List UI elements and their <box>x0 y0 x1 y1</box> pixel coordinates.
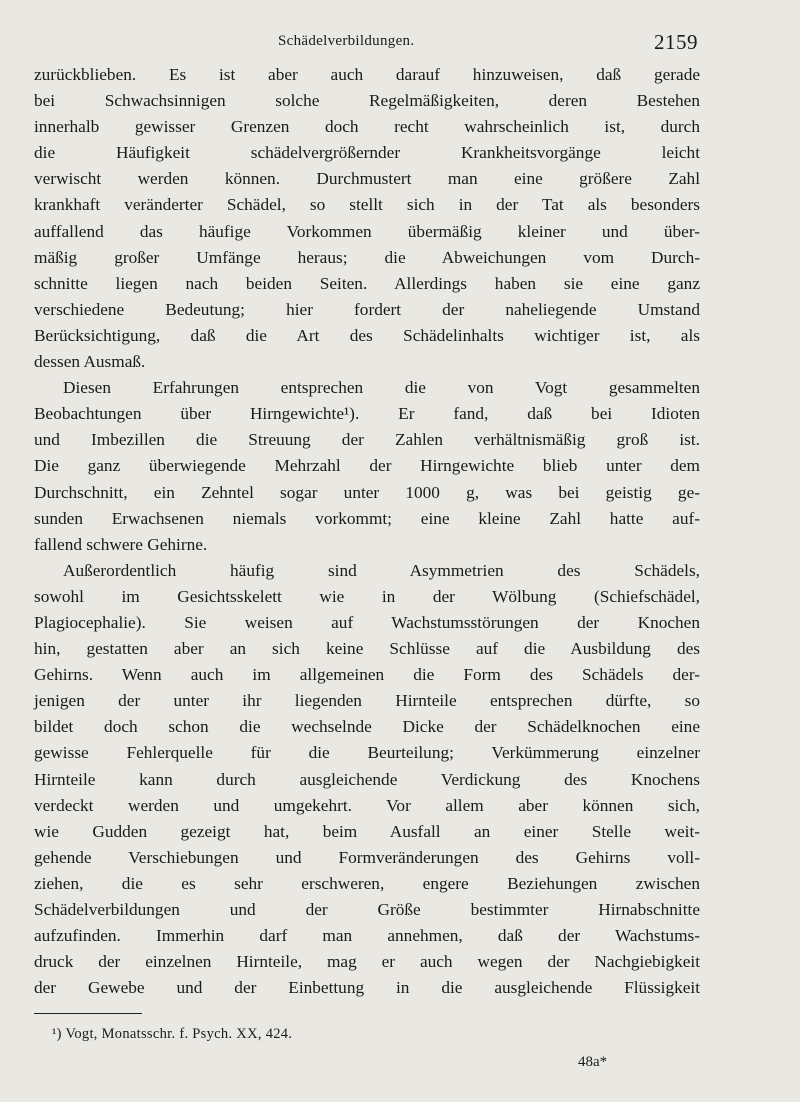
text-line: der Gewebe und der Einbettung in die ausgleichende Flüssigkeit <box>34 978 700 998</box>
paragraph <box>34 375 700 558</box>
text-line: die Häufigkeit schädelvergrößernder Krankheitsvorgänge leicht <box>34 143 700 163</box>
text-line: Hirnteile kann durch ausgleichende Verdickung des Knochens <box>34 769 700 789</box>
text-line: Beobachtungen über Hirngewichte¹). Er fand, daß bei Idioten <box>34 404 700 424</box>
text-line: Schädelverbildungen und der Größe bestimmter Hirnabschnitte <box>34 900 700 919</box>
text-line: krankhaft veränderter Schädel, so stellt sich in der Tat als besonders <box>34 195 700 215</box>
paragraph <box>34 558 700 1002</box>
text-line: verwischt werden können. Durchmustert man eine größere Zahl <box>34 169 700 189</box>
text-line: Außerordentlich häufig sind Asymmetrien des Schädels, <box>63 560 700 580</box>
text-line: Durchschnitt, ein Zehntel sogar unter 1000 g, was bei geistig ge- <box>34 482 700 502</box>
text-line: verdeckt werden und umgekehrt. Vor allem aber können sich, <box>34 795 700 815</box>
text-line: und Imbezillen die Streuung der Zahlen verhältnismäßig groß ist. <box>34 430 700 450</box>
running-head <box>0 30 800 60</box>
text-line: Gehirns. Wenn auch im allgemeinen die Form des Schädels der- <box>34 665 700 685</box>
text-line: mäßig großer Umfänge heraus; die Abweichungen vom Durch- <box>34 247 700 267</box>
text-line: auffallend das häufige Vorkommen übermäßig kleiner und über- <box>34 221 700 241</box>
text-line: ziehen, die es sehr erschweren, engere Beziehungen zwischen <box>34 873 700 893</box>
text-line: jenigen der unter ihr liegenden Hirnteile entsprechen dürfte, so <box>34 691 700 711</box>
text-line: dessen Ausmaß. <box>34 352 146 372</box>
footnote: ¹) Vogt, Monatsschr. f. Psych. XX, 424. <box>52 1026 293 1042</box>
printer-signature-mark: 48a* <box>578 1054 608 1070</box>
text-line: hin, gestatten aber an sich keine Schlüsse auf die Ausbildung des <box>34 639 700 659</box>
text-line: wie Gudden gezeigt hat, beim Ausfall an einer Stelle weit- <box>34 821 700 841</box>
text-line: bei Schwachsinnigen solche Regelmäßigkeiten, deren Bestehen <box>34 91 700 111</box>
text-line: druck der einzelnen Hirnteile, mag er auch wegen der Nachgiebigkeit <box>34 952 700 972</box>
body-text <box>34 62 700 1001</box>
text-line: sowohl im Gesichtsskelett wie in der Wölbung (Schiefschädel, <box>34 586 700 606</box>
text-line: verschiedene Bedeutung; hier fordert der naheliegende Umstand <box>34 299 700 319</box>
text-line: gehende Verschiebungen und Formveränderungen des Gehirns voll- <box>34 847 700 867</box>
text-line: bildet doch schon die wechselnde Dicke der Schädelknochen eine <box>34 717 700 737</box>
paragraph <box>34 62 700 375</box>
text-line: sunden Erwachsenen niemals vorkommt; eine kleine Zahl hatte auf- <box>34 508 700 528</box>
text-line: zurückblieben. Es ist aber auch darauf hinzuweisen, daß gerade <box>34 65 700 84</box>
text-line: aufzufinden. Immerhin darf man annehmen, daß der Wachstums- <box>34 926 700 946</box>
text-line: schnitte liegen nach beiden Seiten. Allerdings haben sie eine ganz <box>34 273 700 293</box>
running-head-title: Schädelverbildungen. <box>278 33 415 49</box>
text-line: Diesen Erfahrungen entsprechen die von Vogt gesammelten <box>63 378 700 398</box>
text-line: gewisse Fehlerquelle für die Beurteilung; Verkümmerung einzelner <box>34 743 700 763</box>
text-line: Die ganz überwiegende Mehrzahl der Hirngewichte blieb unter dem <box>34 456 700 476</box>
footnote-divider <box>34 1013 142 1014</box>
text-line: innerhalb gewisser Grenzen doch recht wahrscheinlich ist, durch <box>34 117 700 137</box>
page-number: 2159 <box>654 30 698 54</box>
text-line: Berücksichtigung, daß die Art des Schädelinhalts wichtiger ist, als <box>34 325 700 345</box>
text-line: fallend schwere Gehirne. <box>34 534 208 554</box>
text-line: Plagiocephalie). Sie weisen auf Wachstumsstörungen der Knochen <box>34 612 700 632</box>
